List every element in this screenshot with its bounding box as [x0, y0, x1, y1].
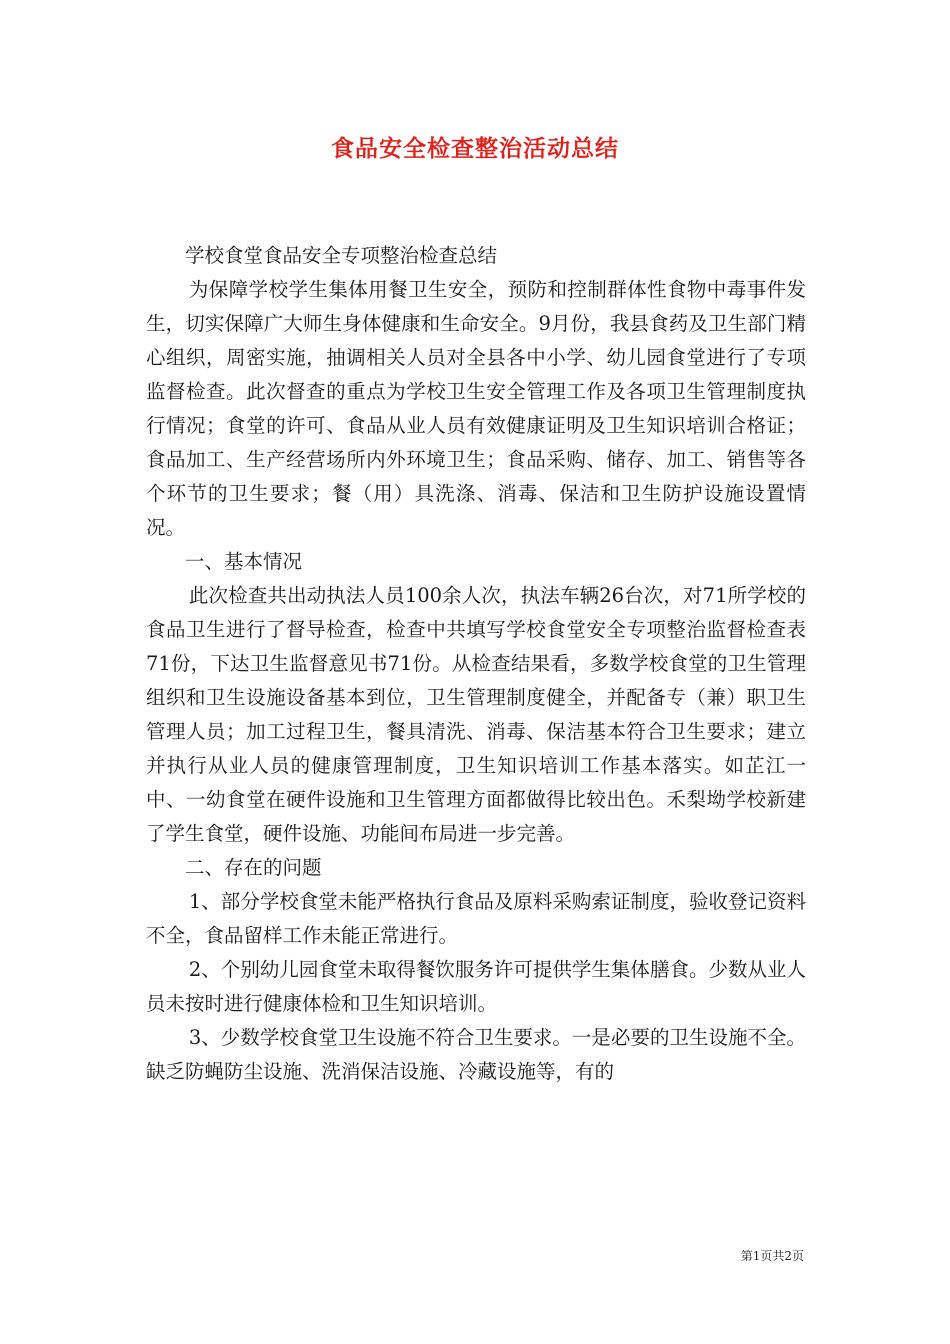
problem-item-2: 2、个别幼儿园食堂未取得餐饮服务许可提供学生集体膳食。少数从业人员未按时进行健康体检和卫生知识培训。	[146, 958, 806, 1015]
document-title: 食品安全检查整治活动总结	[331, 135, 619, 162]
heading-problems: 二、存在的问题	[185, 856, 322, 879]
document-body	[146, 239, 806, 1089]
problem-item-3: 3、少数学校食堂卫生设施不符合卫生要求。一是必要的卫生设施不全。缺乏防蝇防尘设施、洗消保洁设施、冷藏设施等，有的	[146, 1026, 806, 1083]
basic-situation-paragraph: 此次检查共出动执法人员100余人次，执法车辆26台次，对71所学校的食品卫生进行了督导检查，检查中共填写学校食堂安全专项整治监督检查表71份，下达卫生监督意见书71份。从检查结果看，多数学校食堂的卫生管理组织和卫生设施设备基本到位，卫生管理制度健全，并配备专（兼）职卫生管理人员；加工过程卫生，餐具清洗、消毒、保洁基本符合卫生要求；建立并执行从业人员的健康管理制度，卫生知识培训工作基本落实。如芷江一中、一幼食堂在硬件设施和卫生管理方面都做得比较出色。禾梨坳学校新建了学生食堂，硬件设施、功能间布局进一步完善。	[146, 584, 806, 845]
intro-paragraph: 为保障学校学生集体用餐卫生安全，预防和控制群体性食物中毒事件发生，切实保障广大师生身体健康和生命安全。9月份，我县食药及卫生部门精心组织，周密实施，抽调相关人员对全县各中小学、幼儿园食堂进行了专项监督检查。此次督查的重点为学校卫生安全管理工作及各项卫生管理制度执行情况；食堂的许可、食品从业人员有效健康证明及卫生知识培训合格证；食品加工、生产经营场所内外环境卫生；食品采购、储存、加工、销售等各个环节的卫生要求；餐（用）具洗涤、消毒、保洁和卫生防护设施设置情况。	[146, 278, 806, 539]
heading-basic-situation: 一、基本情况	[185, 550, 303, 573]
section-subtitle: 学校食堂食品安全专项整治检查总结	[185, 244, 498, 267]
problem-item-1: 1、部分学校食堂未能严格执行食品及原料采购索证制度，验收登记资料不全，食品留样工作未能正常进行。	[146, 890, 806, 947]
page-number: 第1页共2页	[740, 1249, 804, 1263]
